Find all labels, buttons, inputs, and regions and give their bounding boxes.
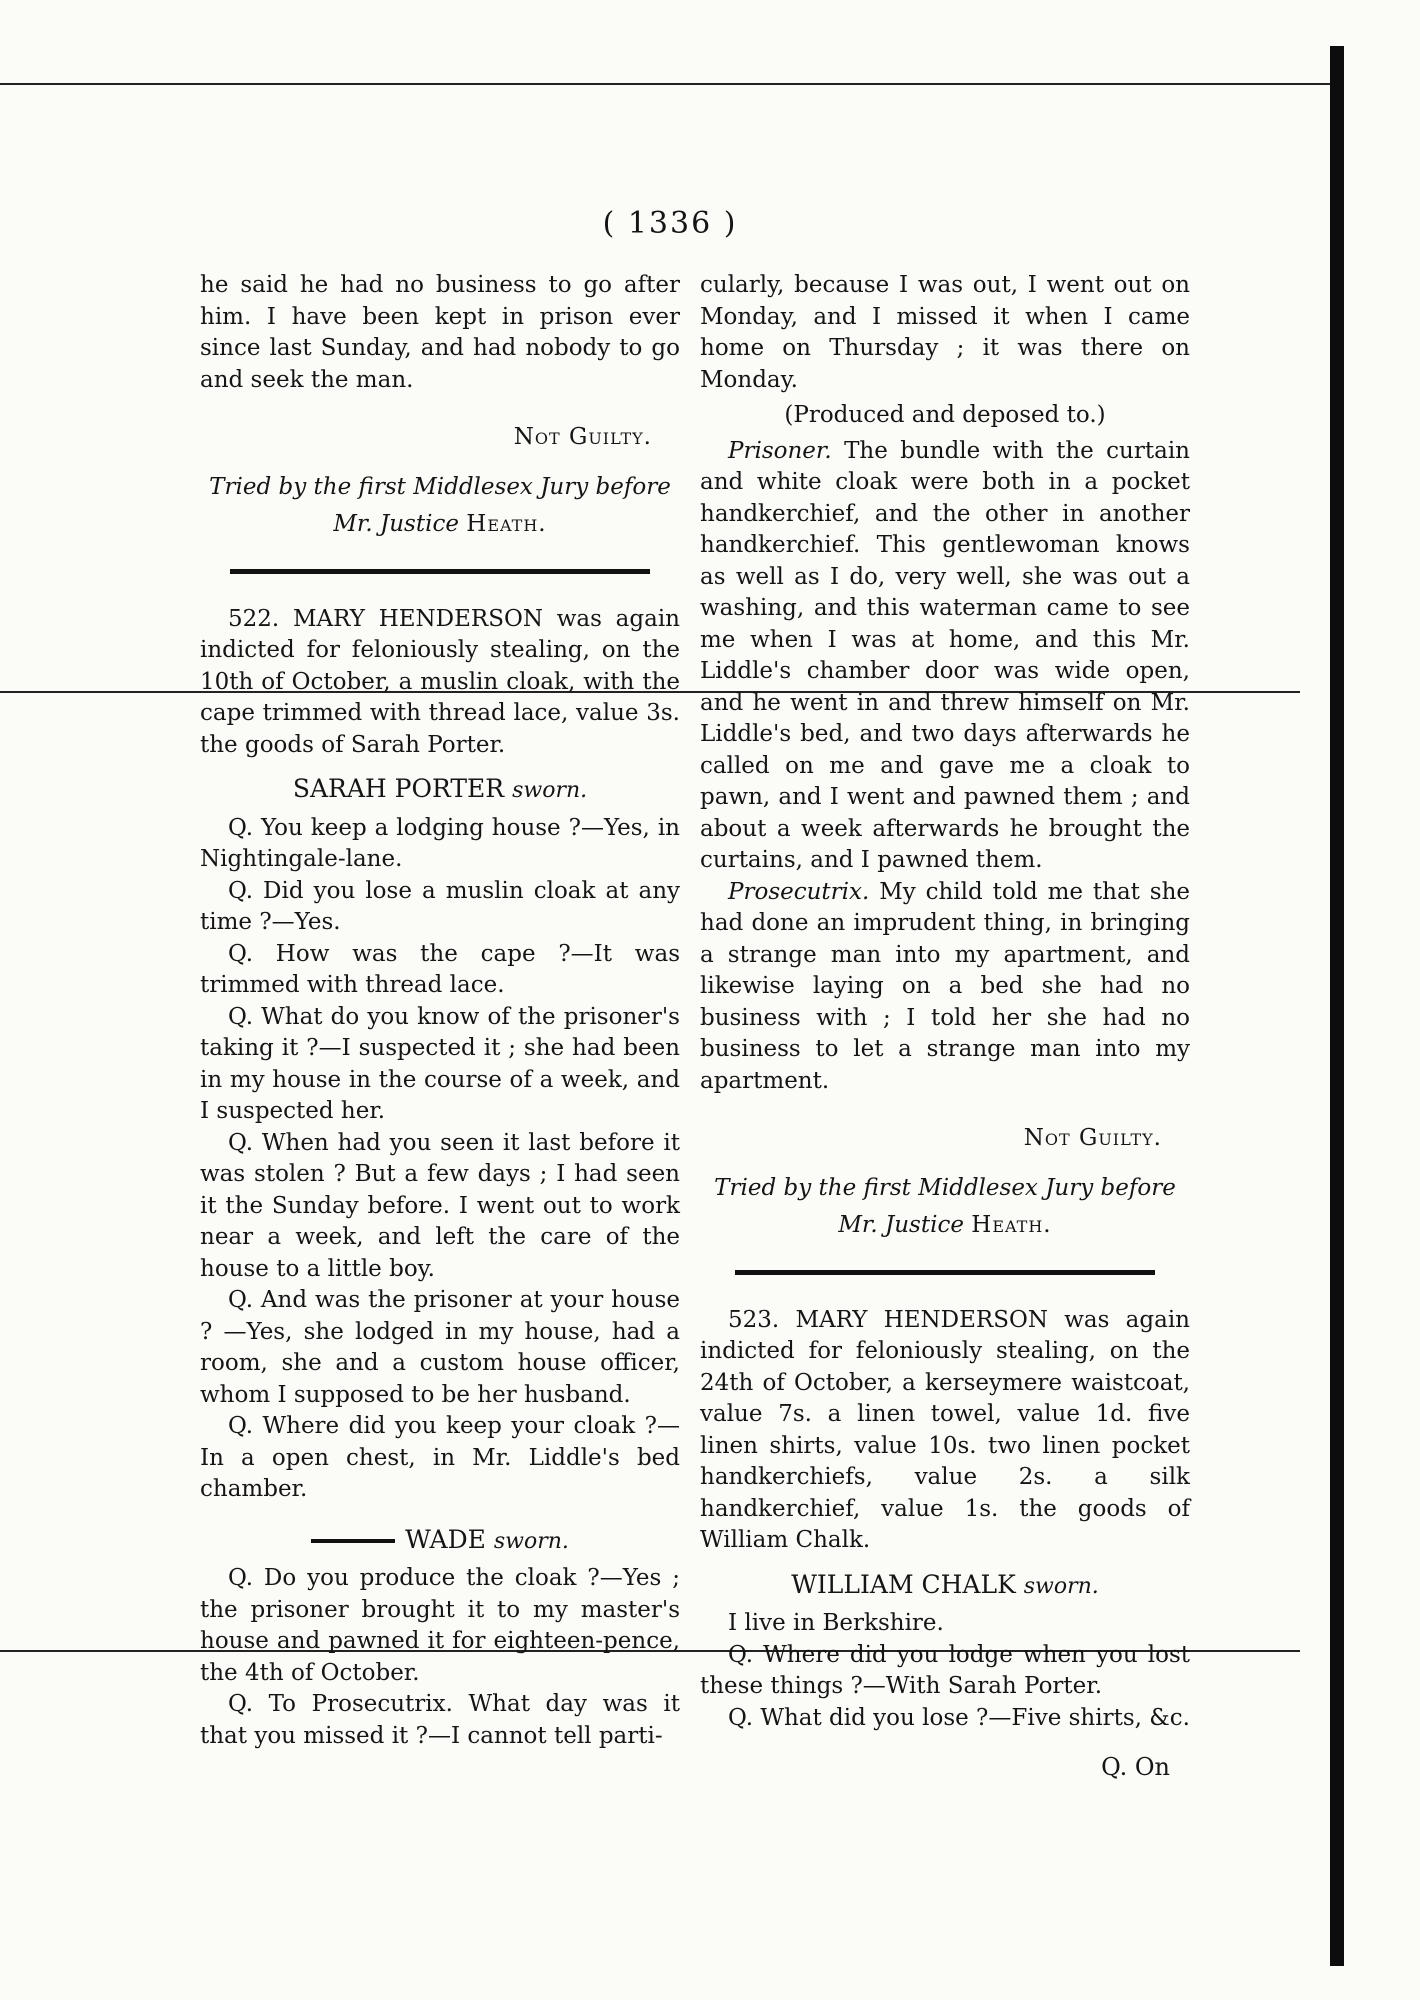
qa-line: Q. What did you lose ?—Five shirts, &c. [728,1704,1190,1731]
qa-line: Q. And was the prisoner at your house ? —Yes, she lodged in my house, had a room, she and a custom house officer, whom I supposed to be her husband. [200,1287,680,1408]
qa-line: Q. To Prosecutrix. What day was it that you missed it ?—I cannot tell parti- [200,1691,680,1749]
prisoner-statement: Prisoner. The bundle with the curtain and white cloak were both in a pocket handkerchief, and the other in another handkerchief. This gentlewoman knows as well as I do, very well, she was out a washing, and this waterman came to see me when I was at home, and this Mr. Liddle's chamber door was wide open, and he went in and threw himself on Mr. Liddle's bed, and two days afterwards he called on me and gave me a cloak to pawn, and I went and pawned them ; and about a week afterwards he brought the curtains, and I pawned them. [700,437,1190,873]
right-column [700,270,1190,1784]
page-number: ( 1336 ) [602,206,738,241]
witness-heading: SARAH PORTER sworn. [292,774,588,803]
section-rule [230,569,650,574]
testimony-line: I live in Berkshire. [728,1610,944,1636]
indictment-522: 522. MARY HENDERSON was again indicted for feloniously stealing, on the 10th of October, a muslin cloak, with the cape trimmed with thread lace, value 3s. the goods of Sarah Porter. [200,605,680,758]
produced-note: (Produced and deposed to.) [784,402,1106,428]
qa-line: Q. What do you know of the prisoner's taking it ?—I suspected it ; she had been in my house in the course of a week, and I suspected her. [200,1003,680,1124]
tried-line: Tried by the first Middlesex Jury before [714,1174,1176,1201]
verdict: Not Guilty. [1023,1125,1162,1151]
continuation-text: he said he had no business to go after him. I have been kept in prison ever since last Sunday, and had nobody to go and seek the man. [200,272,680,393]
qa-line: Q. Where did you keep your cloak ?— In a open chest, in Mr. Liddle's bed chamber. [200,1413,680,1502]
section-rule [735,1270,1155,1275]
speaker-label: Prosecutrix. [728,878,870,905]
qa-line: Q. Where did you lodge when you lost these things ?—With Sarah Porter. [700,1641,1190,1699]
continuation-text: cularly, because I was out, I went out on Monday, and I missed it when I came home on Thursday ; it was there on Monday. [700,272,1190,393]
catchword: Q. On [1101,1753,1170,1781]
left-column [200,270,680,1752]
prosecutrix-statement: Prosecutrix. My child told me that she had done an imprudent thing, in bringing a strange man into my apartment, and likewise laying on a bed she had no business with ; I told her she had no business to let a strange man into my apartment. [700,878,1191,1094]
qa-line: Q. You keep a lodging house ?—Yes, in Nightingale-lane. [200,814,680,872]
qa-line: Q. Did you lose a muslin cloak at any time ?—Yes. [200,877,680,935]
dash-rule [311,1539,395,1543]
qa-line: Q. When had you seen it last before it was stolen ? But a few days ; I had seen it the Sunday before. I went out to work near a week, and left the care of the house to a little boy. [200,1129,680,1282]
verdict: Not Guilty. [513,424,652,450]
page-edge-bar [1330,46,1344,1966]
witness-heading: WILLIAM CHALK sworn. [791,1569,1099,1599]
judge-line: Mr. Justice Heath. [838,1212,1052,1238]
scan-rule-top [0,83,1335,85]
qa-line: Q. How was the cape ?—It was trimmed with thread lace. [200,940,680,998]
indictment-523: 523. MARY HENDERSON was again indicted for feloniously stealing, on the 24th of October, a kerseymere waistcoat, value 7s. a linen towel, value 1d. five linen shirts, value 10s. two linen pocket handkerchiefs, value 2s. a silk handkerchief, value 1s. the goods of William Chalk. [700,1306,1190,1553]
judge-line: Mr. Justice Heath. [333,511,547,537]
witness-heading: WADE sworn. [200,1524,680,1558]
qa-line: Q. Do you produce the cloak ?—Yes ; the prisoner brought it to my master's house and pawned it for eighteen-pence, the 4th of October. [200,1565,680,1686]
speaker-label: Prisoner. [728,437,832,464]
tried-line: Tried by the first Middlesex Jury before [209,473,671,500]
